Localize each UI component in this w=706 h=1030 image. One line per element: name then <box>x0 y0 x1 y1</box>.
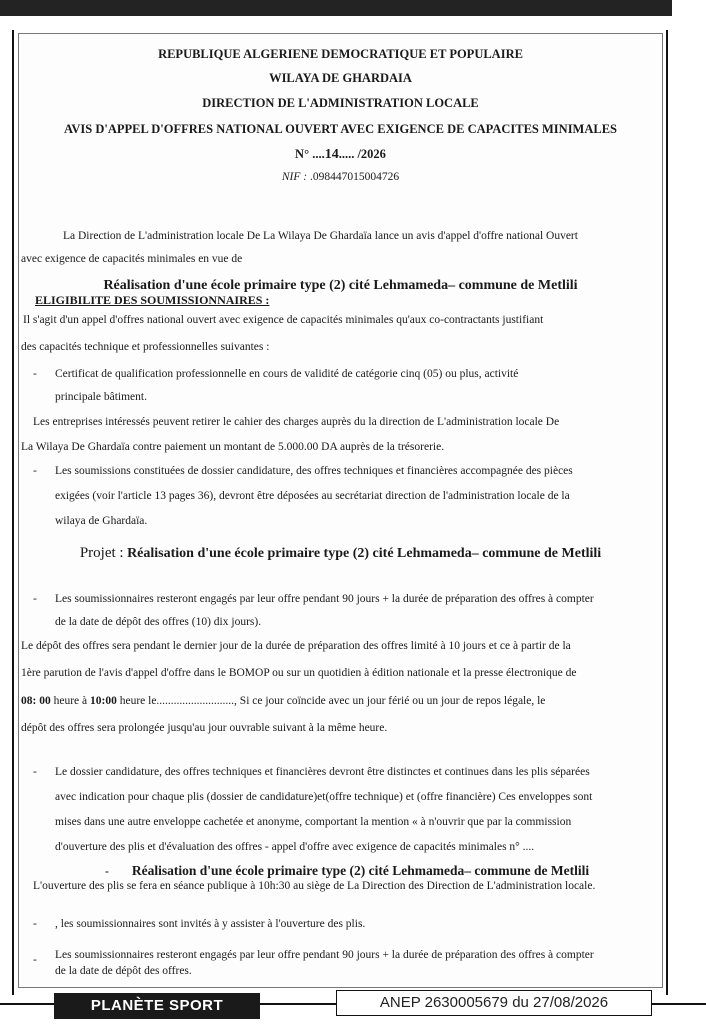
direction-heading: DIRECTION DE L'ADMINISTRATION LOCALE <box>202 96 479 110</box>
dossier-line-2: avec indication pour chaque plis (dossier de candidature)et(offre technique) et (offre financière) Ces enveloppes sont <box>55 791 593 803</box>
opening-line: L'ouverture des plis se fera en séance publique à 10h:30 au siège de La Direction des Direction de L'administration locale. <box>33 880 596 892</box>
intro-line-2: avec exigence de capacités minimales en vue de <box>21 253 243 265</box>
number-value: 14 <box>324 147 339 162</box>
wilaya-heading: WILAYA DE GHARDAIA <box>269 71 412 85</box>
final-engagement-line-2: de la date de dépôt des offres. <box>55 965 192 977</box>
cahier-line-2: La Wilaya De Ghardaïa contre paiement un montant de 5.000.00 DA auprès de la trésorerie. <box>21 441 445 453</box>
eligibility-line-1: Il s'agit d'un appel d'offres national ouvert avec exigence de capacités minimales qu'aux co-contractants justifiant <box>23 314 544 326</box>
right-frame-rule <box>666 30 668 995</box>
engagement-line-2: de la date de dépôt des offres (10) dix jours). <box>55 616 262 628</box>
projet-label: Projet : <box>79 545 124 561</box>
project-title-2 <box>19 545 662 562</box>
submission-line-2: exigées (voir l'article 13 pages 36), devront être déposées au secrétariat direction de l'administration locale de la <box>55 490 570 502</box>
deposit-line-2: 1ère parution de l'avis d'appel d'offre dans le BOMOP ou sur un quotidien à édition nationale et la presse électronique de <box>21 667 577 679</box>
bullet-dash: - <box>105 866 109 878</box>
deposit-line-3 <box>21 688 545 715</box>
project-name: Réalisation d'une école primaire type (2) cité Lehmameda– commune de Metlili <box>127 546 602 561</box>
bullet-dash: - <box>33 465 37 477</box>
dossier-line-1: Le dossier candidature, des offres techniques et financières devront être distinctes et continues dans les plis séparées <box>55 766 590 778</box>
start-time: 08: 00 <box>21 695 51 707</box>
end-time: 10:00 <box>90 695 117 707</box>
deposit-text-b: heure le..........................., Si ce jour coïncide avec un jour férié ou un jour de repos légale, le <box>116 695 546 707</box>
left-frame-rule <box>12 30 14 995</box>
submission-line-1: Les soumissions constituées de dossier candidature, des offres techniques et financières accompagnée des pièces <box>55 465 573 477</box>
engagement-line-1: Les soumissionnaires resteront engagés par leur offre pendant 90 jours + la durée de préparation des offres à compter <box>55 593 594 605</box>
number-prefix: N° .... <box>295 147 325 161</box>
notice-number <box>19 147 662 163</box>
deposit-line-4: dépôt des offres sera prolongée jusqu'au jour ouvrable suivant à la même heure. <box>21 722 388 734</box>
dossier-line-3: mises dans une autre enveloppe cachetée et anonyme, comportant la mention « à n'ouvrir que par la commission <box>55 816 572 828</box>
bullet-dash: - <box>33 368 37 380</box>
nif-value: .098447015004726 <box>309 171 400 183</box>
deposit-text-a: heure à <box>50 695 90 707</box>
bullet-dash: - <box>33 954 37 966</box>
bullet-dash: - <box>33 918 37 930</box>
certificate-line-2: principale bâtiment. <box>55 391 147 403</box>
intro-line-1: La Direction de L'administration locale De La Wilaya De Ghardaïa lance un avis d'appel d'offre national Ouvert <box>63 230 578 242</box>
anep-reference: ANEP 2630005679 du 27/08/2026 <box>336 990 652 1016</box>
eligibility-line-2: des capacités technique et professionnelles suivantes : <box>21 341 270 353</box>
nif-line <box>19 171 662 183</box>
certificate-line-1: Certificat de qualification professionnelle en cours de validité de catégorie cinq (05) ou plus, activité <box>55 368 519 380</box>
deposit-line-1: Le dépôt des offres sera pendant le dernier jour de la durée de préparation des offres limité à 10 jours et ce à partir de la <box>21 640 571 652</box>
dossier-line-4: d'ouverture des plis et d'évaluation des offres - appel d'offre avec exigence de capacités minimales n° .... <box>55 841 535 853</box>
invitation-line: , les soumissionnaires sont invités à y assister à l'ouverture des plis. <box>55 918 366 930</box>
number-suffix: ..... /2026 <box>338 147 386 161</box>
project-title-1: Réalisation d'une école primaire type (2) cité Lehmameda– commune de Metlili <box>103 278 578 293</box>
project-title-3: Réalisation d'une école primaire type (2) cité Lehmameda– commune de Metlili <box>131 863 590 878</box>
eligibility-heading: ELIGIBILITE DES SOUMISSIONNAIRES : <box>35 293 270 307</box>
republic-heading: REPUBLIQUE ALGERIENE DEMOCRATIQUE ET POPULAIRE <box>158 47 523 61</box>
submission-line-3: wilaya de Ghardaïa. <box>55 515 148 527</box>
notice-title: AVIS D'APPEL D'OFFRES NATIONAL OUVERT AVEC EXIGENCE DE CAPACITES MINIMALES <box>63 122 618 136</box>
cahier-line-1: Les entreprises intéressés peuvent retirer le cahier des charges auprès du la direction de L'administration locale De <box>33 416 560 428</box>
tender-notice-document <box>18 33 663 988</box>
top-dark-bar <box>0 0 672 16</box>
final-engagement-line-1: Les soumissionnaires resteront engagés par leur offre pendant 90 jours + la durée de préparation des offres à compter <box>55 949 594 961</box>
section-label: PLANÈTE SPORT <box>54 993 260 1019</box>
bullet-dash: - <box>33 766 37 778</box>
nif-label: NIF : <box>281 171 308 183</box>
bullet-dash: - <box>33 593 37 605</box>
